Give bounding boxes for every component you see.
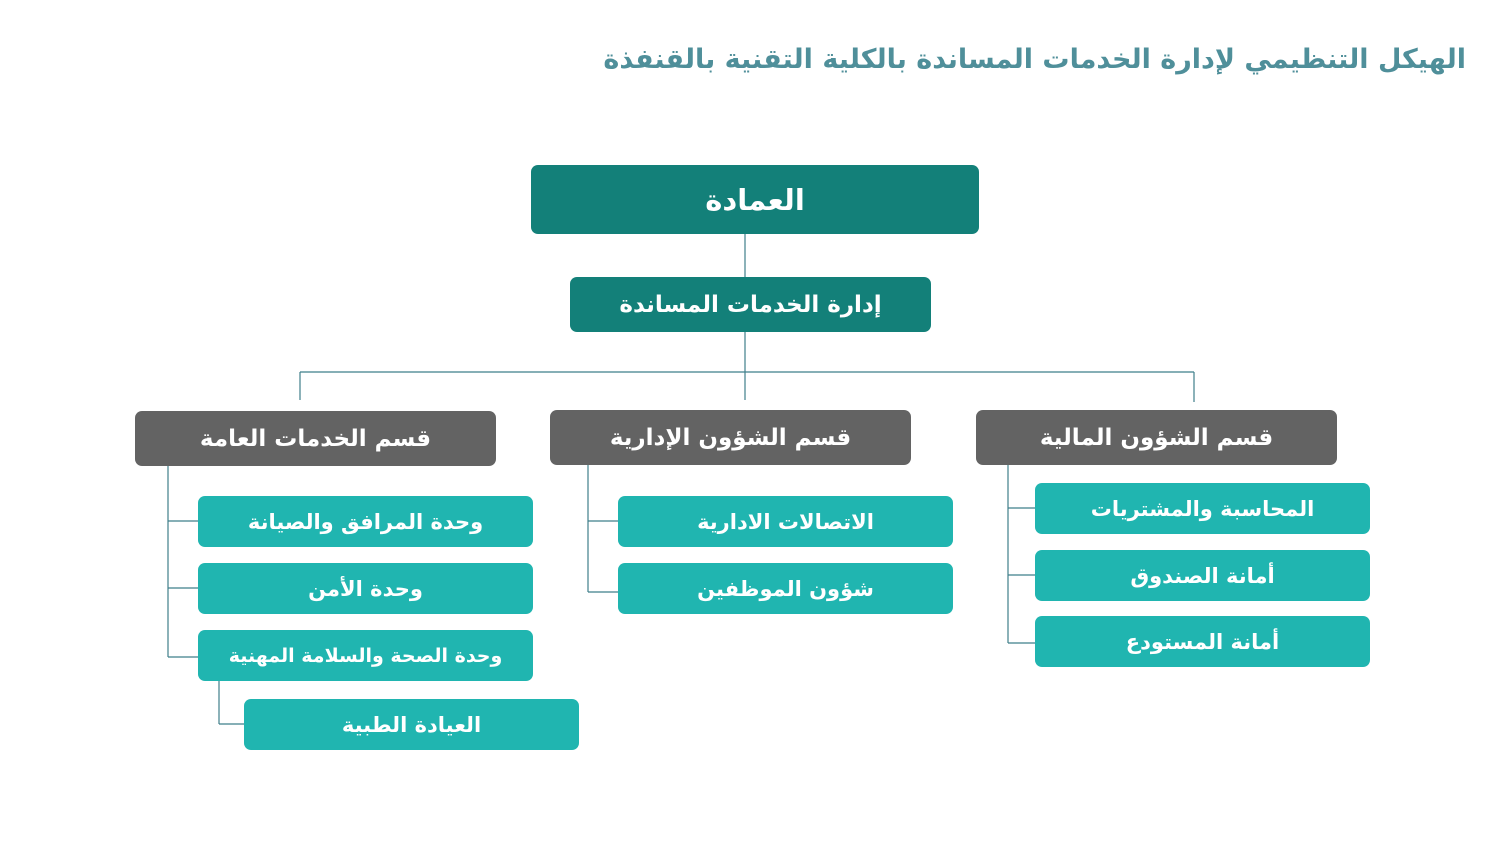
unit-warehouse: أمانة المستودع [1035,616,1370,667]
dean-box: العمادة [531,165,979,234]
page-title: الهيكل التنظيمي لإدارة الخدمات المساندة بالكلية التقنية بالقنفذة [603,44,1466,75]
unit-occupational-health-safety: وحدة الصحة والسلامة المهنية [198,630,533,681]
unit-security: وحدة الأمن [198,563,533,614]
unit-medical-clinic: العيادة الطبية [244,699,579,750]
unit-accounting-purchasing: المحاسبة والمشتريات [1035,483,1370,534]
management-box: إدارة الخدمات المساندة [570,277,931,332]
department-admin: قسم الشؤون الإدارية [550,410,911,465]
unit-personnel-affairs: شؤون الموظفين [618,563,953,614]
unit-treasury: أمانة الصندوق [1035,550,1370,601]
unit-facilities-maintenance: وحدة المرافق والصيانة [198,496,533,547]
unit-admin-communications: الاتصالات الادارية [618,496,953,547]
department-finance: قسم الشؤون المالية [976,410,1337,465]
department-general: قسم الخدمات العامة [135,411,496,466]
